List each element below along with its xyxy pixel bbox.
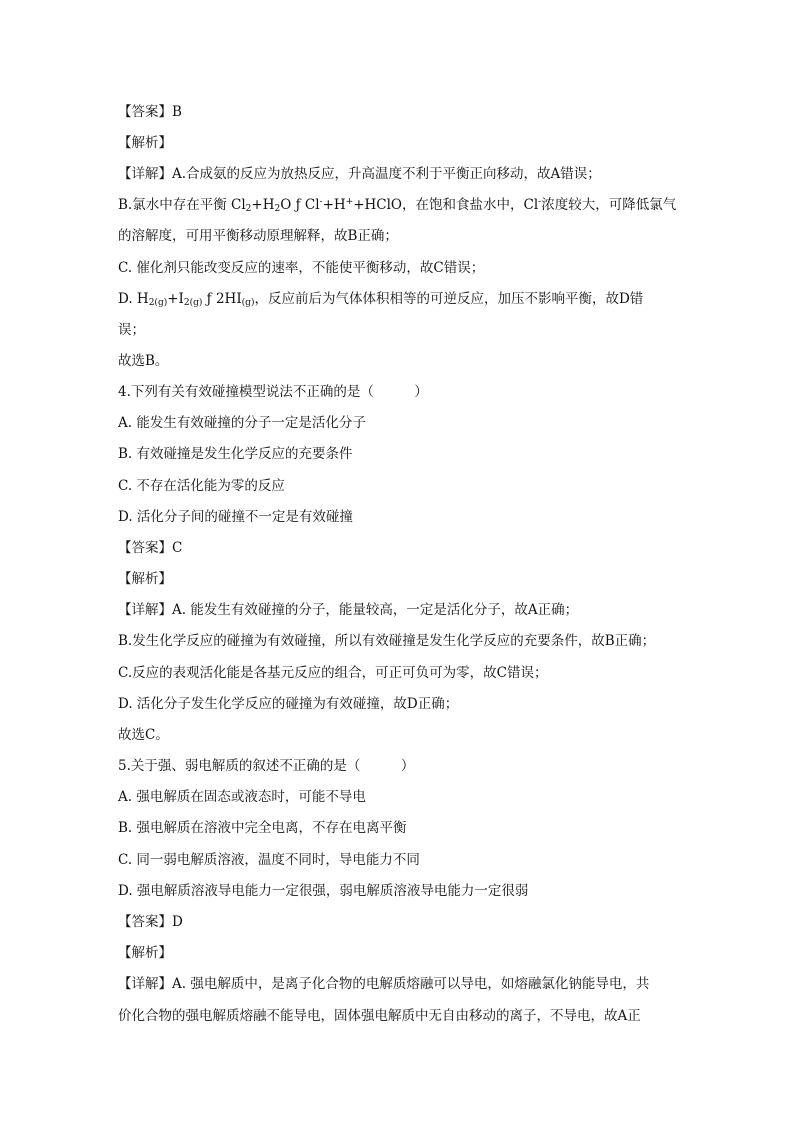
q5-answer: 【答案】D [118,914,183,930]
q4-analysis-heading: 【解析】 [118,571,172,587]
q5-option-b: B. 强电解质在溶液中完全电离，不存在电离平衡 [118,820,407,836]
q3-d-sub1: 2(g) [148,298,168,308]
q3-b-sup-minus: - [319,197,323,207]
q5-option-a: A. 强电解质在固态或液态时，可能不导电 [118,789,366,805]
q3-choose: 故选B。 [118,353,169,369]
q5-option-d: D. 强电解质溶液导电能力一定很强，弱电解质溶液导电能力一定很弱 [118,883,529,899]
q3-b-h: +H [322,197,346,213]
q3-b-sub: 2 [245,204,252,214]
q3-detail-d-line2: 误； [118,322,145,338]
q4-stem: 4.下列有关有效碰撞模型说法不正确的是（ ） [118,384,428,400]
q3-b-sup-minus2: - [538,197,542,207]
q3-detail-d [118,289,678,309]
q3-answer: 【答案】B [118,104,182,120]
q3-d-sub3: (g) [241,298,255,308]
q4-option-b: B. 有效碰撞是发生化学反应的充要条件 [118,446,353,462]
q5-stem: 5.关于强、弱电解质的叙述不正确的是（ ） [118,758,415,774]
q3-analysis-heading: 【解析】 [118,135,172,151]
q3-d-rest: ，反应前后为气体体积相等的可逆反应，加压不影响平衡，故D错 [254,291,644,307]
q5-detail-line1: 【详解】A. 强电解质中，是离子化合物的电解质熔融可以导电，如熔融氯化钠能导电，共 [118,976,650,992]
q3-d-h: D. H [118,291,149,307]
q4-choose: 故选C。 [118,727,169,743]
q4-option-a: A. 能发生有效碰撞的分子一定是活化分子 [118,415,366,431]
q3-d-arrow: ƒ 2HI [202,291,242,307]
q3-b-h2o: +H [251,197,275,213]
q4-option-c: C. 不存在活化能为零的反应 [118,478,285,494]
q3-b-rest: +HClO，在饱和食盐水中，Cl [353,197,539,213]
q3-detail-a: 【详解】A.合成氨的反应为放热反应，升高温度不利于平衡正向移动，故A错误； [118,166,601,182]
q3-detail-b-line2: 的溶解度，可用平衡移动原理解释，故B正确； [118,228,398,244]
q3-detail-b [118,195,678,215]
q3-b-sub-h2o: 2 [274,204,281,214]
q3-detail-c: C. 催化剂只能改变反应的速率，不能使平衡移动，故C错误； [118,260,485,276]
q3-b-arrow: O ƒ Cl [280,197,320,213]
q3-b-prefix: B.氯水中存在平衡 Cl [118,197,246,213]
q3-d-sub2: 2(g) [183,298,203,308]
q5-analysis-heading: 【解析】 [118,945,172,961]
q5-option-c: C. 同一弱电解质溶液，温度不同时，导电能力不同 [118,852,420,868]
q4-option-d: D. 活化分子间的碰撞不一定是有效碰撞 [118,509,353,525]
q3-b-sup-plus: + [345,197,354,207]
q4-detail-a: 【详解】A. 能发生有效碰撞的分子，能量较高，一定是活化分子，故A正确； [118,602,579,618]
q3-b-end: 浓度较大，可降低氯气 [541,197,677,213]
q4-detail-c: C.反应的表观活化能是各基元反应的组合，可正可负可为零，故C错误； [118,665,548,681]
q3-d-plus-i: +I [167,291,184,307]
q4-answer: 【答案】C [118,540,183,556]
q4-detail-d: D. 活化分子发生化学反应的碰撞为有效碰撞，故D正确； [118,696,459,712]
q5-detail-line2: 价化合物的强电解质熔融不能导电，固体强电解质中无自由移动的离子，不导电，故A正 [118,1008,641,1024]
q4-detail-b: B.发生化学反应的碰撞为有效碰撞，所以有效碰撞是发生化学反应的充要条件，故B正确； [118,633,656,649]
